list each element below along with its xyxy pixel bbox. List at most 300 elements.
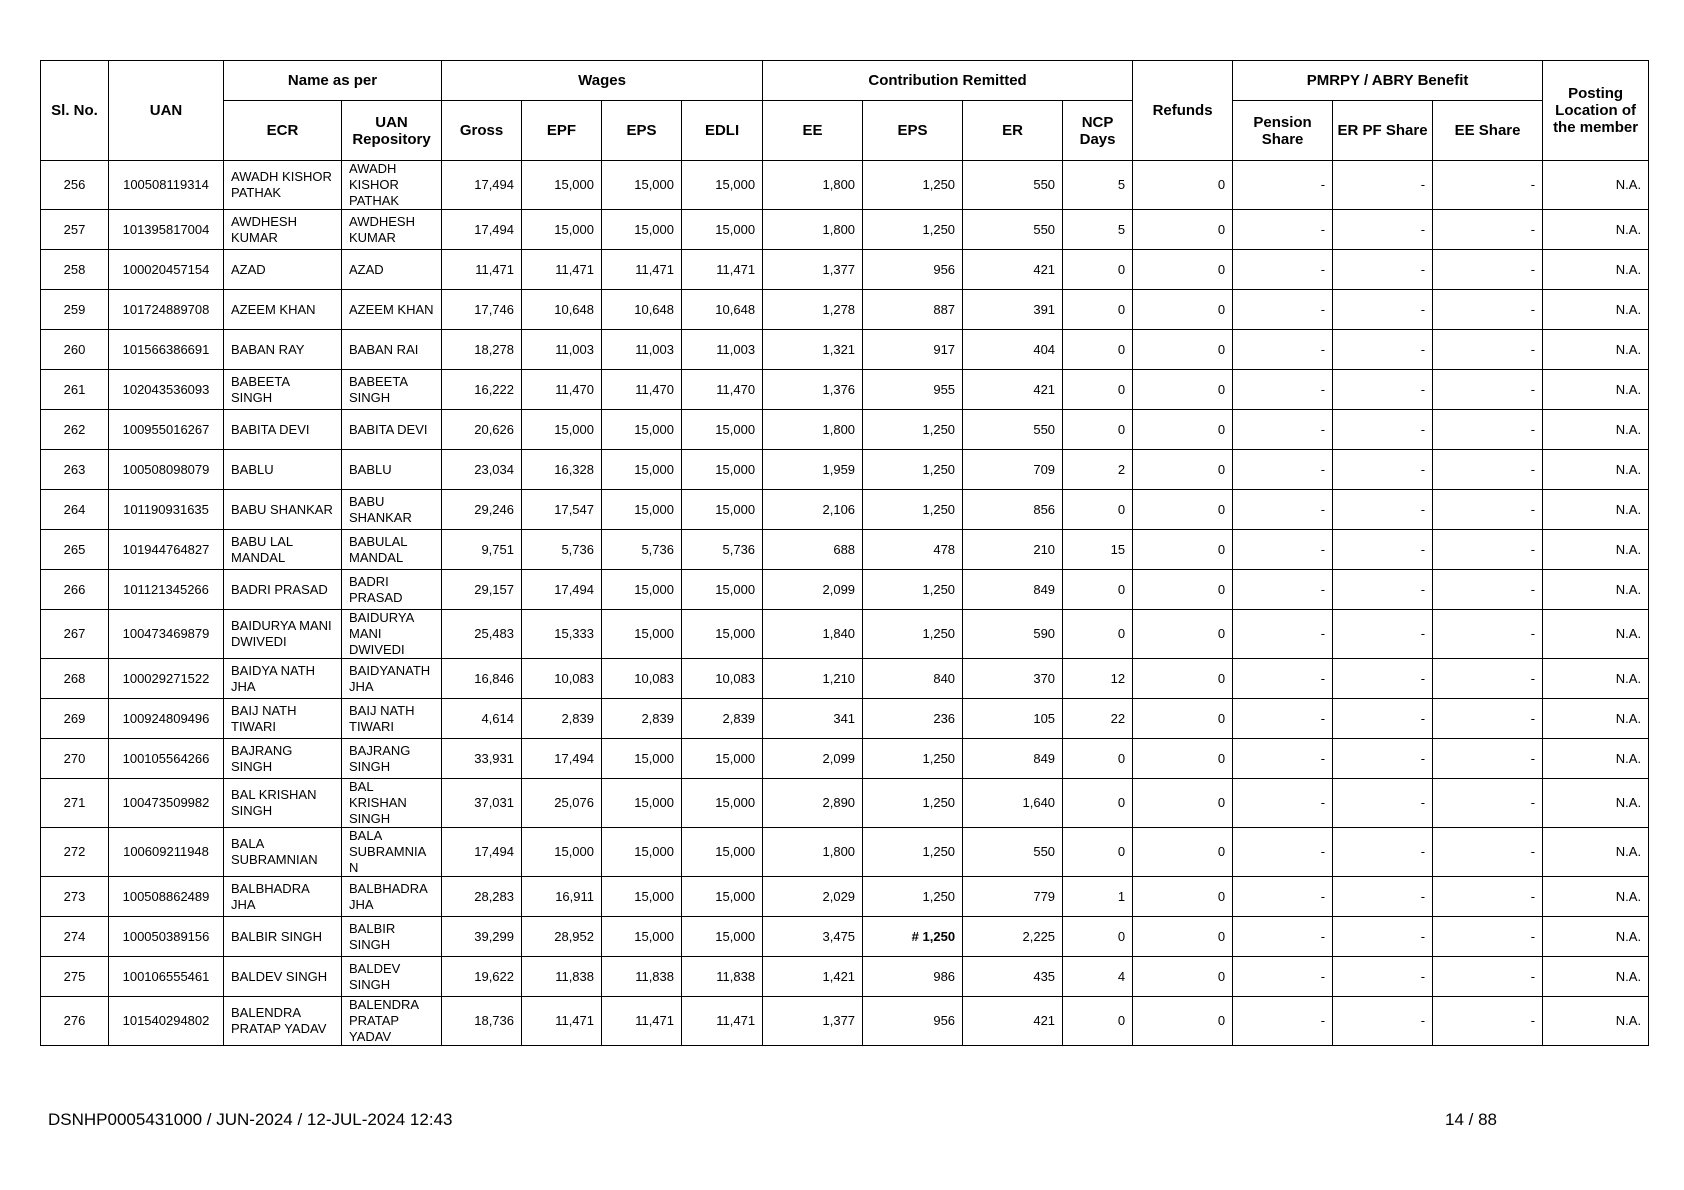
cell-er-pf-share: - xyxy=(1333,779,1433,828)
cell-er: 435 xyxy=(963,957,1063,997)
cell-posting-location: N.A. xyxy=(1543,779,1649,828)
cell-er: 2,225 xyxy=(963,917,1063,957)
cell-refunds: 0 xyxy=(1133,161,1233,210)
cell-pension-share: - xyxy=(1233,450,1333,490)
cell-ee-share: - xyxy=(1433,659,1543,699)
cell-uan-repository-name: BAIJ NATH TIWARI xyxy=(342,699,442,739)
cell-epf: 15,333 xyxy=(522,610,602,659)
cell-gross: 16,846 xyxy=(442,659,522,699)
cell-er: 1,640 xyxy=(963,779,1063,828)
cell-edli: 11,471 xyxy=(682,997,763,1046)
cell-pension-share: - xyxy=(1233,659,1333,699)
cell-ncp-days: 0 xyxy=(1063,570,1133,610)
cell-uan: 101121345266 xyxy=(109,570,224,610)
cell-contribution-eps: 917 xyxy=(863,330,963,370)
cell-uan: 102043536093 xyxy=(109,370,224,410)
cell-er-pf-share: - xyxy=(1333,210,1433,250)
table-row xyxy=(41,290,1649,330)
cell-er: 105 xyxy=(963,699,1063,739)
header-uan-repository: UAN Repository xyxy=(342,101,442,161)
table-row xyxy=(41,699,1649,739)
table-row xyxy=(41,957,1649,997)
cell-gross: 37,031 xyxy=(442,779,522,828)
cell-edli: 15,000 xyxy=(682,570,763,610)
cell-ee: 1,377 xyxy=(763,997,863,1046)
cell-ecr-name: BALDEV SINGH xyxy=(224,957,342,997)
cell-ecr-name: AZAD xyxy=(224,250,342,290)
cell-ee: 1,840 xyxy=(763,610,863,659)
cell-pension-share: - xyxy=(1233,370,1333,410)
header-er: ER xyxy=(963,101,1063,161)
cell-uan-repository-name: AZAD xyxy=(342,250,442,290)
cell-er-pf-share: - xyxy=(1333,370,1433,410)
table-row xyxy=(41,410,1649,450)
cell-ee: 1,321 xyxy=(763,330,863,370)
cell-edli: 2,839 xyxy=(682,699,763,739)
header-eps: EPS xyxy=(602,101,682,161)
cell-er: 210 xyxy=(963,530,1063,570)
cell-er-pf-share: - xyxy=(1333,659,1433,699)
cell-posting-location: N.A. xyxy=(1543,490,1649,530)
cell-ee: 1,377 xyxy=(763,250,863,290)
cell-ecr-name: BALBHADRA JHA xyxy=(224,877,342,917)
cell-eps: 5,736 xyxy=(602,530,682,570)
cell-refunds: 0 xyxy=(1133,739,1233,779)
cell-ee: 1,959 xyxy=(763,450,863,490)
cell-uan-repository-name: BALBIR SINGH xyxy=(342,917,442,957)
cell-pension-share: - xyxy=(1233,699,1333,739)
cell-gross: 28,283 xyxy=(442,877,522,917)
cell-pension-share: - xyxy=(1233,490,1333,530)
cell-ecr-name: BADRI PRASAD xyxy=(224,570,342,610)
cell-posting-location: N.A. xyxy=(1543,659,1649,699)
cell-ecr-name: BABLU xyxy=(224,450,342,490)
cell-epf: 2,839 xyxy=(522,699,602,739)
cell-edli: 15,000 xyxy=(682,739,763,779)
cell-pension-share: - xyxy=(1233,997,1333,1046)
cell-posting-location: N.A. xyxy=(1543,610,1649,659)
header-ecr: ECR xyxy=(224,101,342,161)
cell-uan-repository-name: AZEEM KHAN xyxy=(342,290,442,330)
cell-ncp-days: 1 xyxy=(1063,877,1133,917)
cell-eps: 15,000 xyxy=(602,570,682,610)
cell-gross: 17,746 xyxy=(442,290,522,330)
cell-posting-location: N.A. xyxy=(1543,570,1649,610)
cell-eps: 15,000 xyxy=(602,450,682,490)
cell-uan-repository-name: BAIDURYA MANI DWIVEDI xyxy=(342,610,442,659)
cell-gross: 39,299 xyxy=(442,917,522,957)
cell-uan: 101724889708 xyxy=(109,290,224,330)
cell-ee-share: - xyxy=(1433,917,1543,957)
cell-ecr-name: AZEEM KHAN xyxy=(224,290,342,330)
cell-uan-repository-name: BALBHADRA JHA xyxy=(342,877,442,917)
cell-ncp-days: 0 xyxy=(1063,330,1133,370)
cell-uan: 100050389156 xyxy=(109,917,224,957)
cell-edli: 15,000 xyxy=(682,161,763,210)
cell-ncp-days: 5 xyxy=(1063,210,1133,250)
cell-sl-no: 275 xyxy=(41,957,109,997)
cell-epf: 15,000 xyxy=(522,410,602,450)
cell-ecr-name: BABU SHANKAR xyxy=(224,490,342,530)
cell-ncp-days: 22 xyxy=(1063,699,1133,739)
cell-eps: 11,003 xyxy=(602,330,682,370)
cell-uan: 100020457154 xyxy=(109,250,224,290)
table-row xyxy=(41,210,1649,250)
cell-er: 421 xyxy=(963,250,1063,290)
cell-ncp-days: 0 xyxy=(1063,779,1133,828)
cell-refunds: 0 xyxy=(1133,997,1233,1046)
cell-ncp-days: 0 xyxy=(1063,370,1133,410)
cell-pension-share: - xyxy=(1233,610,1333,659)
cell-uan: 100029271522 xyxy=(109,659,224,699)
cell-pension-share: - xyxy=(1233,828,1333,877)
cell-sl-no: 267 xyxy=(41,610,109,659)
cell-er: 849 xyxy=(963,570,1063,610)
cell-eps: 10,083 xyxy=(602,659,682,699)
table-row xyxy=(41,250,1649,290)
cell-eps: 15,000 xyxy=(602,877,682,917)
cell-pension-share: - xyxy=(1233,779,1333,828)
cell-gross: 17,494 xyxy=(442,828,522,877)
cell-posting-location: N.A. xyxy=(1543,997,1649,1046)
cell-er: 404 xyxy=(963,330,1063,370)
cell-ncp-days: 0 xyxy=(1063,739,1133,779)
cell-gross: 18,278 xyxy=(442,330,522,370)
cell-ncp-days: 12 xyxy=(1063,659,1133,699)
cell-sl-no: 270 xyxy=(41,739,109,779)
cell-sl-no: 272 xyxy=(41,828,109,877)
cell-epf: 11,470 xyxy=(522,370,602,410)
cell-contribution-eps: 1,250 xyxy=(863,779,963,828)
cell-uan-repository-name: BAL KRISHAN SINGH xyxy=(342,779,442,828)
cell-epf: 28,952 xyxy=(522,917,602,957)
cell-er-pf-share: - xyxy=(1333,877,1433,917)
cell-sl-no: 265 xyxy=(41,530,109,570)
cell-contribution-eps: 956 xyxy=(863,250,963,290)
cell-uan-repository-name: AWDHESH KUMAR xyxy=(342,210,442,250)
cell-er: 391 xyxy=(963,290,1063,330)
cell-posting-location: N.A. xyxy=(1543,828,1649,877)
cell-gross: 29,246 xyxy=(442,490,522,530)
cell-gross: 33,931 xyxy=(442,739,522,779)
table-row xyxy=(41,370,1649,410)
cell-sl-no: 276 xyxy=(41,997,109,1046)
cell-pension-share: - xyxy=(1233,290,1333,330)
cell-ee: 1,800 xyxy=(763,828,863,877)
cell-edli: 11,003 xyxy=(682,330,763,370)
header-er-pf-share: ER PF Share xyxy=(1333,101,1433,161)
document-reference: DSNHP0005431000 / JUN-2024 / 12-JUL-2024 12:43 xyxy=(48,1110,453,1129)
cell-pension-share: - xyxy=(1233,210,1333,250)
cell-epf: 17,494 xyxy=(522,739,602,779)
cell-uan: 100105564266 xyxy=(109,739,224,779)
cell-pension-share: - xyxy=(1233,250,1333,290)
cell-ncp-days: 4 xyxy=(1063,957,1133,997)
cell-ee-share: - xyxy=(1433,490,1543,530)
cell-refunds: 0 xyxy=(1133,828,1233,877)
cell-refunds: 0 xyxy=(1133,779,1233,828)
header-ee: EE xyxy=(763,101,863,161)
cell-uan: 100473469879 xyxy=(109,610,224,659)
cell-uan: 100924809496 xyxy=(109,699,224,739)
cell-ee-share: - xyxy=(1433,530,1543,570)
cell-edli: 15,000 xyxy=(682,490,763,530)
header-sl-no: Sl. No. xyxy=(41,61,109,161)
table-row xyxy=(41,450,1649,490)
cell-refunds: 0 xyxy=(1133,370,1233,410)
header-refunds: Refunds xyxy=(1133,61,1233,161)
cell-posting-location: N.A. xyxy=(1543,410,1649,450)
cell-uan-repository-name: AWADH KISHOR PATHAK xyxy=(342,161,442,210)
cell-pension-share: - xyxy=(1233,530,1333,570)
header-ee-share: EE Share xyxy=(1433,101,1543,161)
cell-posting-location: N.A. xyxy=(1543,699,1649,739)
cell-ee: 1,800 xyxy=(763,161,863,210)
cell-epf: 11,471 xyxy=(522,997,602,1046)
cell-epf: 11,838 xyxy=(522,957,602,997)
cell-eps: 2,839 xyxy=(602,699,682,739)
cell-pension-share: - xyxy=(1233,330,1333,370)
cell-epf: 15,000 xyxy=(522,828,602,877)
cell-eps: 15,000 xyxy=(602,917,682,957)
cell-posting-location: N.A. xyxy=(1543,330,1649,370)
cell-posting-location: N.A. xyxy=(1543,290,1649,330)
cell-uan-repository-name: BABEETA SINGH xyxy=(342,370,442,410)
cell-edli: 10,083 xyxy=(682,659,763,699)
cell-ecr-name: BAIDURYA MANI DWIVEDI xyxy=(224,610,342,659)
cell-contribution-eps: 956 xyxy=(863,997,963,1046)
cell-sl-no: 261 xyxy=(41,370,109,410)
cell-eps: 11,471 xyxy=(602,997,682,1046)
contribution-table xyxy=(40,60,1649,1046)
cell-ee-share: - xyxy=(1433,997,1543,1046)
cell-uan: 101395817004 xyxy=(109,210,224,250)
cell-edli: 15,000 xyxy=(682,450,763,490)
header-gross: Gross xyxy=(442,101,522,161)
table-header xyxy=(41,61,1649,161)
cell-gross: 20,626 xyxy=(442,410,522,450)
cell-ee: 3,475 xyxy=(763,917,863,957)
cell-sl-no: 259 xyxy=(41,290,109,330)
cell-er: 550 xyxy=(963,410,1063,450)
cell-ecr-name: AWDHESH KUMAR xyxy=(224,210,342,250)
cell-ecr-name: BABAN RAY xyxy=(224,330,342,370)
cell-ee: 1,800 xyxy=(763,210,863,250)
cell-edli: 15,000 xyxy=(682,210,763,250)
cell-sl-no: 257 xyxy=(41,210,109,250)
cell-contribution-eps: 887 xyxy=(863,290,963,330)
cell-ecr-name: BALBIR SINGH xyxy=(224,917,342,957)
cell-ee: 1,800 xyxy=(763,410,863,450)
cell-er-pf-share: - xyxy=(1333,917,1433,957)
cell-ee-share: - xyxy=(1433,739,1543,779)
cell-sl-no: 256 xyxy=(41,161,109,210)
cell-er-pf-share: - xyxy=(1333,410,1433,450)
cell-contribution-eps: 1,250 xyxy=(863,877,963,917)
cell-er: 550 xyxy=(963,161,1063,210)
cell-edli: 15,000 xyxy=(682,410,763,450)
cell-ee-share: - xyxy=(1433,610,1543,659)
cell-sl-no: 273 xyxy=(41,877,109,917)
cell-edli: 11,470 xyxy=(682,370,763,410)
cell-pension-share: - xyxy=(1233,410,1333,450)
cell-gross: 25,483 xyxy=(442,610,522,659)
cell-sl-no: 258 xyxy=(41,250,109,290)
cell-ee: 341 xyxy=(763,699,863,739)
cell-gross: 29,157 xyxy=(442,570,522,610)
cell-er: 550 xyxy=(963,210,1063,250)
cell-refunds: 0 xyxy=(1133,250,1233,290)
table-row xyxy=(41,997,1649,1046)
cell-uan-repository-name: BALENDRA PRATAP YADAV xyxy=(342,997,442,1046)
header-contribution-remitted: Contribution Remitted xyxy=(763,61,1133,101)
cell-ncp-days: 0 xyxy=(1063,490,1133,530)
cell-er: 421 xyxy=(963,370,1063,410)
cell-posting-location: N.A. xyxy=(1543,161,1649,210)
cell-er-pf-share: - xyxy=(1333,250,1433,290)
cell-ee-share: - xyxy=(1433,779,1543,828)
cell-ee: 2,106 xyxy=(763,490,863,530)
cell-refunds: 0 xyxy=(1133,210,1233,250)
cell-uan: 100508098079 xyxy=(109,450,224,490)
cell-ee-share: - xyxy=(1433,410,1543,450)
table-row xyxy=(41,828,1649,877)
cell-er: 849 xyxy=(963,739,1063,779)
cell-contribution-eps: # 1,250 xyxy=(863,917,963,957)
cell-er-pf-share: - xyxy=(1333,828,1433,877)
cell-eps: 15,000 xyxy=(602,828,682,877)
cell-er-pf-share: - xyxy=(1333,610,1433,659)
cell-ee-share: - xyxy=(1433,161,1543,210)
cell-refunds: 0 xyxy=(1133,699,1233,739)
cell-ee-share: - xyxy=(1433,450,1543,490)
cell-ee: 1,210 xyxy=(763,659,863,699)
cell-contribution-eps: 1,250 xyxy=(863,410,963,450)
cell-refunds: 0 xyxy=(1133,610,1233,659)
cell-ecr-name: BAL KRISHAN SINGH xyxy=(224,779,342,828)
cell-pension-share: - xyxy=(1233,739,1333,779)
cell-gross: 18,736 xyxy=(442,997,522,1046)
cell-ee: 1,376 xyxy=(763,370,863,410)
cell-ncp-days: 0 xyxy=(1063,290,1133,330)
cell-refunds: 0 xyxy=(1133,330,1233,370)
cell-epf: 17,494 xyxy=(522,570,602,610)
cell-er-pf-share: - xyxy=(1333,330,1433,370)
cell-posting-location: N.A. xyxy=(1543,957,1649,997)
cell-er: 550 xyxy=(963,828,1063,877)
cell-posting-location: N.A. xyxy=(1543,917,1649,957)
cell-ee: 2,099 xyxy=(763,570,863,610)
cell-uan-repository-name: BABLU xyxy=(342,450,442,490)
cell-eps: 15,000 xyxy=(602,490,682,530)
cell-pension-share: - xyxy=(1233,570,1333,610)
cell-posting-location: N.A. xyxy=(1543,210,1649,250)
cell-ecr-name: BABITA DEVI xyxy=(224,410,342,450)
cell-ncp-days: 0 xyxy=(1063,828,1133,877)
cell-posting-location: N.A. xyxy=(1543,739,1649,779)
cell-ee: 2,099 xyxy=(763,739,863,779)
cell-uan-repository-name: BABITA DEVI xyxy=(342,410,442,450)
cell-edli: 15,000 xyxy=(682,917,763,957)
cell-refunds: 0 xyxy=(1133,490,1233,530)
table-row xyxy=(41,490,1649,530)
cell-epf: 11,471 xyxy=(522,250,602,290)
cell-contribution-eps: 1,250 xyxy=(863,450,963,490)
cell-er-pf-share: - xyxy=(1333,530,1433,570)
cell-eps: 11,470 xyxy=(602,370,682,410)
cell-er-pf-share: - xyxy=(1333,290,1433,330)
cell-edli: 15,000 xyxy=(682,828,763,877)
cell-gross: 17,494 xyxy=(442,161,522,210)
cell-epf: 5,736 xyxy=(522,530,602,570)
cell-refunds: 0 xyxy=(1133,877,1233,917)
table-row xyxy=(41,659,1649,699)
cell-ecr-name: BAIJ NATH TIWARI xyxy=(224,699,342,739)
cell-sl-no: 262 xyxy=(41,410,109,450)
cell-uan-repository-name: BALA SUBRAMNIA N xyxy=(342,828,442,877)
cell-uan: 100508119314 xyxy=(109,161,224,210)
cell-uan-repository-name: BABU SHANKAR xyxy=(342,490,442,530)
cell-refunds: 0 xyxy=(1133,957,1233,997)
cell-eps: 11,471 xyxy=(602,250,682,290)
cell-ncp-days: 0 xyxy=(1063,410,1133,450)
cell-ee-share: - xyxy=(1433,290,1543,330)
cell-contribution-eps: 1,250 xyxy=(863,570,963,610)
cell-posting-location: N.A. xyxy=(1543,370,1649,410)
cell-edli: 11,471 xyxy=(682,250,763,290)
table-row xyxy=(41,530,1649,570)
header-edli: EDLI xyxy=(682,101,763,161)
cell-er-pf-share: - xyxy=(1333,997,1433,1046)
cell-edli: 5,736 xyxy=(682,530,763,570)
cell-er: 709 xyxy=(963,450,1063,490)
cell-posting-location: N.A. xyxy=(1543,250,1649,290)
cell-sl-no: 266 xyxy=(41,570,109,610)
header-uan: UAN xyxy=(109,61,224,161)
cell-edli: 15,000 xyxy=(682,877,763,917)
cell-epf: 10,648 xyxy=(522,290,602,330)
cell-epf: 16,328 xyxy=(522,450,602,490)
cell-gross: 11,471 xyxy=(442,250,522,290)
cell-sl-no: 268 xyxy=(41,659,109,699)
cell-contribution-eps: 1,250 xyxy=(863,739,963,779)
cell-ecr-name: AWADH KISHOR PATHAK xyxy=(224,161,342,210)
page-number: 14 / 88 xyxy=(1445,1110,1497,1129)
cell-edli: 10,648 xyxy=(682,290,763,330)
cell-pension-share: - xyxy=(1233,917,1333,957)
cell-er: 590 xyxy=(963,610,1063,659)
cell-ncp-days: 0 xyxy=(1063,997,1133,1046)
cell-eps: 10,648 xyxy=(602,290,682,330)
cell-uan-repository-name: BAIDYANATH JHA xyxy=(342,659,442,699)
cell-refunds: 0 xyxy=(1133,530,1233,570)
cell-epf: 25,076 xyxy=(522,779,602,828)
cell-contribution-eps: 955 xyxy=(863,370,963,410)
cell-gross: 19,622 xyxy=(442,957,522,997)
cell-uan-repository-name: BABAN RAI xyxy=(342,330,442,370)
cell-edli: 15,000 xyxy=(682,779,763,828)
cell-uan: 101190931635 xyxy=(109,490,224,530)
table-row xyxy=(41,330,1649,370)
cell-eps: 15,000 xyxy=(602,779,682,828)
cell-eps: 15,000 xyxy=(602,410,682,450)
cell-ncp-days: 0 xyxy=(1063,917,1133,957)
cell-pension-share: - xyxy=(1233,957,1333,997)
header-pmrpy-abry: PMRPY / ABRY Benefit xyxy=(1233,61,1543,101)
cell-ee-share: - xyxy=(1433,957,1543,997)
cell-eps: 15,000 xyxy=(602,161,682,210)
cell-er: 421 xyxy=(963,997,1063,1046)
